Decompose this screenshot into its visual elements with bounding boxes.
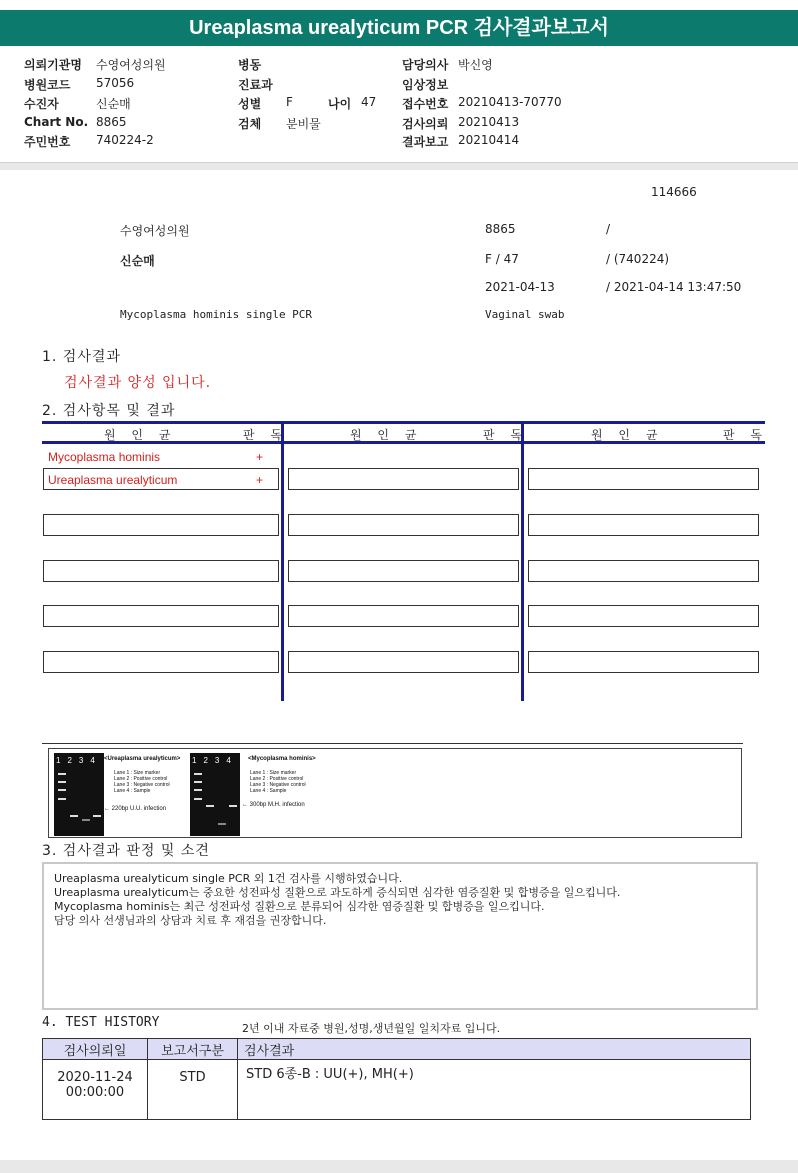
section1-heading: 1. 검사결과 — [42, 349, 121, 365]
clinical-info-label: 임상정보 — [402, 78, 449, 92]
gel-band-label-right: ← 300bp M.H. infection — [242, 802, 305, 808]
sex-label: 성별 — [238, 97, 262, 111]
col-header-pathogen-3: 원 인 균 — [591, 428, 664, 442]
history-col-type: 보고서구분 — [148, 1039, 238, 1060]
col-header-judgement-1: 판 독 — [243, 428, 288, 442]
result-summary: 검사결과 양성 입니다. — [64, 375, 212, 391]
history-table — [42, 1038, 751, 1120]
result-cell — [288, 560, 519, 582]
institution-label: 의뢰기관명 — [24, 58, 82, 72]
footer-bar — [0, 1160, 798, 1173]
gel-legend-right-2: Lane 2 : Positive control — [250, 776, 304, 782]
hospital-code-value: 57056 — [96, 76, 135, 90]
result-name-2: Ureaplasma urealyticum — [48, 473, 178, 487]
summary-sex-age: F / 47 — [485, 252, 519, 266]
gel-legend-right-1: Lane 1 : Size marker — [250, 770, 297, 776]
history-date-cell — [43, 1060, 148, 1120]
report-title: Ureaplasma urealyticum PCR 검사결과보고서 — [0, 10, 798, 46]
age-label: 나이 — [328, 97, 352, 111]
summary-date-report: / 2021-04-14 13:47:50 — [606, 280, 742, 294]
opinion-line: Ureaplasma urealyticum는 중요한 성전파성 질환으로 과도하게 증식되면 심각한 염증질환 및 합병증을 일으킵니다. — [54, 886, 621, 899]
result-cell — [528, 468, 759, 490]
sex-value: F — [286, 95, 293, 109]
result-cell — [288, 651, 519, 673]
col-header-pathogen-2: 원 인 균 — [350, 428, 423, 442]
col-header-pathogen-1: 원 인 균 — [104, 428, 177, 442]
section4-heading: 4. TEST HISTORY — [42, 1015, 160, 1030]
hospital-code-label: 병원코드 — [24, 78, 71, 92]
gel-image-mh — [190, 753, 240, 836]
summary-patient: 신순매 — [120, 254, 155, 268]
gel-lanes-right: 1234 — [192, 756, 238, 765]
result-cell — [528, 514, 759, 536]
dept-label: 진료과 — [238, 78, 273, 92]
history-type: STD — [148, 1060, 238, 1120]
summary-resident: / (740224) — [606, 252, 670, 266]
opinion-box — [42, 862, 758, 1010]
doctor-label: 담당의사 — [402, 58, 449, 72]
result-cell — [288, 605, 519, 627]
history-time: 00:00:00 — [65, 1085, 125, 1100]
gel-top-rule — [42, 743, 743, 744]
table-row — [43, 1060, 751, 1120]
result-cell — [528, 605, 759, 627]
col-header-judgement-2: 판 독 — [483, 428, 528, 442]
summary-slash: / — [606, 222, 611, 236]
result-name-1: Mycoplasma hominis — [48, 450, 161, 464]
opinion-line: Mycoplasma hominis는 최근 성전파성 질환으로 분류되어 심각한 염증질환 및 합병증을 일으킵니다. — [54, 900, 545, 913]
gel-legend-right-4: Lane 4 : Sample — [250, 788, 287, 794]
patient-label: 수진자 — [24, 97, 59, 111]
result-cell — [43, 605, 279, 627]
opinion-line: 담당 의사 선생님과의 상담과 치료 후 재검을 권장합니다. — [54, 914, 327, 927]
table-col-divider-2 — [521, 424, 524, 701]
table-col-divider-1 — [281, 424, 284, 701]
chart-value: 8865 — [96, 115, 127, 129]
result-cell — [43, 514, 279, 536]
patient-value: 신순매 — [96, 97, 131, 111]
result-cell — [528, 560, 759, 582]
header-separator — [0, 162, 798, 170]
summary-code: 114666 — [651, 185, 697, 199]
history-date: 2020-11-24 — [57, 1070, 133, 1085]
institution-value: 수영여성의원 — [96, 58, 166, 72]
summary-date-request: 2021-04-13 — [485, 280, 555, 294]
gel-legend-left-4: Lane 4 : Sample — [114, 788, 151, 794]
request-value: 20210413 — [458, 115, 520, 129]
result-cell — [288, 468, 519, 490]
gel-band-label-left: ← 220bp U.U. infection — [104, 806, 167, 812]
result-value-2: + — [256, 473, 264, 487]
gel-legend-left-3: Lane 3 : Negative control — [114, 782, 170, 788]
history-col-date: 검사의뢰일 — [43, 1039, 148, 1060]
resident-value: 740224-2 — [96, 133, 154, 147]
report-value: 20210414 — [458, 133, 520, 147]
section3-heading: 3. 검사결과 판정 및 소견 — [42, 843, 210, 859]
summary-specimen: Vaginal swab — [485, 308, 565, 321]
receipt-label: 접수번호 — [402, 97, 449, 111]
gel-legend-left-2: Lane 2 : Positive control — [114, 776, 168, 782]
request-label: 검사의뢰 — [402, 117, 449, 131]
gel-title-left: <Ureaplasma urealyticum> — [104, 756, 181, 762]
summary-chart: 8865 — [485, 222, 516, 236]
gel-legend-right-3: Lane 3 : Negative control — [250, 782, 306, 788]
table-top-rule — [42, 421, 765, 424]
result-cell — [528, 651, 759, 673]
history-result: STD 6종-B : UU(+), MH(+) — [238, 1060, 751, 1120]
summary-test-name: Mycoplasma hominis single PCR — [120, 308, 313, 321]
doctor-value: 박신영 — [458, 58, 493, 72]
ward-label: 병동 — [238, 58, 262, 72]
specimen-label: 검체 — [238, 117, 262, 131]
gel-lanes-left: 1234 — [56, 756, 102, 765]
gel-legend-left-1: Lane 1 : Size marker — [114, 770, 161, 776]
gel-image-uu — [54, 753, 104, 836]
result-value-1: + — [256, 450, 264, 464]
chart-label: Chart No. — [24, 115, 89, 129]
resident-label: 주민번호 — [24, 135, 71, 149]
history-note: 2년 이내 자료중 병원,성명,생년월일 일치자료 입니다. — [242, 1022, 501, 1035]
receipt-value: 20210413-70770 — [458, 95, 562, 109]
report-label: 결과보고 — [402, 135, 449, 149]
result-cell — [43, 560, 279, 582]
result-cell — [288, 514, 519, 536]
result-cell — [43, 651, 279, 673]
opinion-line: Ureaplasma urealyticum single PCR 외 1건 검사를 시행하였습니다. — [54, 872, 403, 885]
summary-institution: 수영여성의원 — [120, 224, 190, 238]
age-value: 47 — [361, 95, 377, 109]
specimen-value: 분비물 — [286, 117, 321, 131]
col-header-judgement-3: 판 독 — [723, 428, 768, 442]
section2-heading: 2. 검사항목 및 결과 — [42, 403, 176, 419]
history-col-result: 검사결과 — [238, 1039, 751, 1060]
gel-title-right: <Mycoplasma hominis> — [248, 756, 316, 762]
